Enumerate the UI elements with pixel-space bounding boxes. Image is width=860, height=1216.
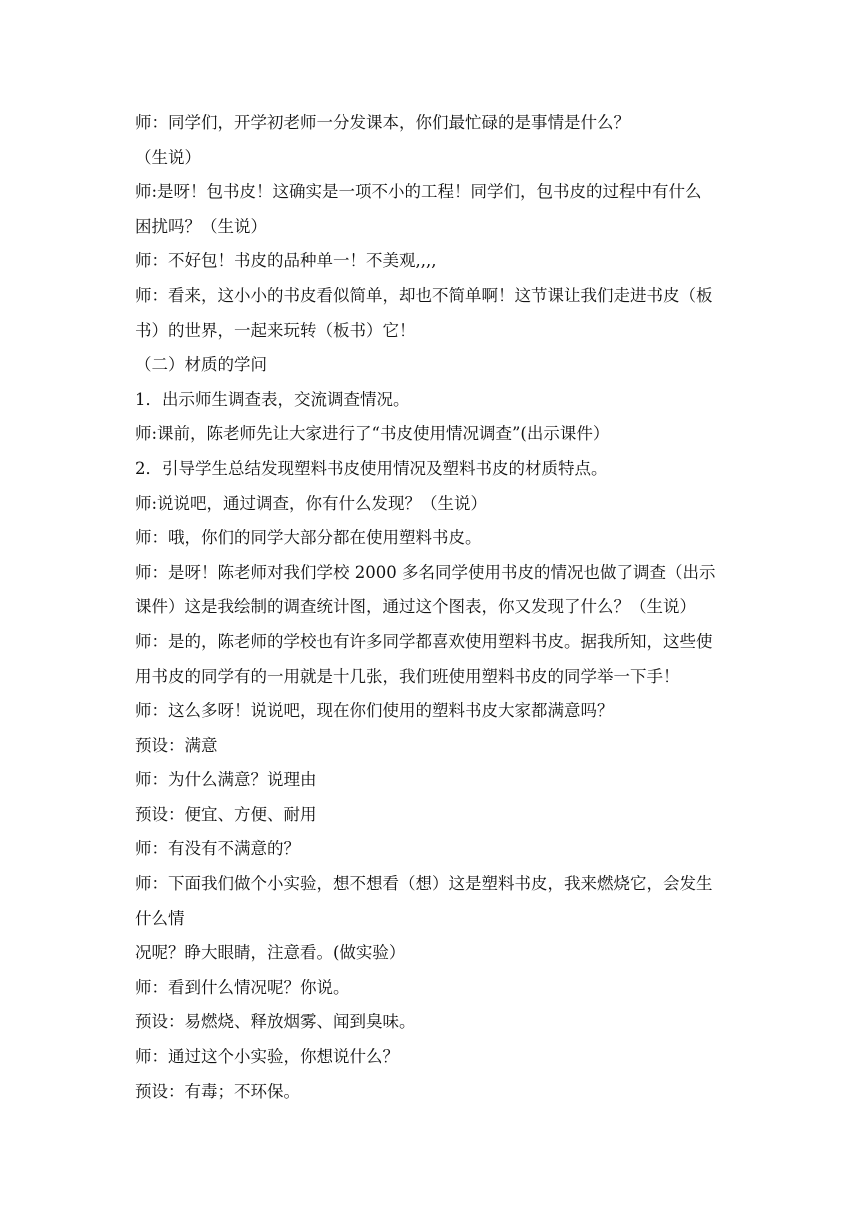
text-line: 1．出示师生调查表，交流调查情况。	[135, 389, 410, 409]
text-line: 师:是呀！包书皮！这确实是一项不小的工程！同学们，包书皮的过程中有什么	[135, 182, 702, 202]
text-line: 什么情	[135, 908, 185, 928]
text-line: 师：是呀！陈老师对我们学校 2000 多名同学使用书皮的情况也做了调查（出示	[135, 562, 716, 582]
text-line: 师：看到什么情况呢？你说。	[135, 977, 350, 997]
text-line: 预设：易燃烧、释放烟雾、闻到臭味。	[135, 1012, 416, 1032]
text-line: 师：有没有不满意的？	[135, 839, 300, 859]
text-line: 况呢？睁大眼睛，注意看。(做实验）	[135, 943, 406, 963]
text-line: 师：不好包！书皮的品种单一！不美观,,,,	[135, 251, 437, 271]
text-line: 困扰吗？（生说）	[135, 216, 267, 236]
text-line: 2．引导学生总结发现塑料书皮使用情况及塑料书皮的材质特点。	[135, 458, 608, 478]
text-line: 师：为什么满意？说理由	[135, 770, 317, 790]
text-line: 书）的世界，一起来玩转（板书）它！	[135, 320, 416, 340]
text-line: （生说）	[135, 147, 201, 167]
text-line: 师:说说吧，通过调查，你有什么发现？（生说）	[135, 493, 488, 513]
text-line: 预设：满意	[135, 735, 218, 755]
section-heading: （二）材质的学问	[135, 355, 267, 375]
text-line: 师：哦，你们的同学大部分都在使用塑料书皮。	[135, 528, 482, 548]
text-line: 师:课前，陈老师先让大家进行了“书皮使用情况调查”(出示课件）	[135, 424, 610, 444]
document-body	[135, 106, 735, 1109]
text-line: 师：看来，这小小的书皮看似简单，却也不简单啊！这节课让我们走进书皮（板	[135, 285, 713, 305]
text-line: 师：下面我们做个小实验，想不想看（想）这是塑料书皮，我来燃烧它，会发生	[135, 874, 713, 894]
text-line: 课件）这是我绘制的调查统计图，通过这个图表，你又发现了什么？（生说）	[135, 597, 696, 617]
text-line: 用书皮的同学有的一用就是十几张，我们班使用塑料书皮的同学举一下手！	[135, 666, 680, 686]
text-line: 师：通过这个小实验，你想说什么？	[135, 1047, 399, 1067]
text-line: 预设：有毒；不环保。	[135, 1081, 300, 1101]
text-line: 师：是的，陈老师的学校也有许多同学都喜欢使用塑料书皮。据我所知，这些使	[135, 631, 713, 651]
text-line: 师：这么多呀！说说吧，现在你们使用的塑料书皮大家都满意吗？	[135, 701, 614, 721]
text-line: 预设：便宜、方便、耐用	[135, 804, 317, 824]
text-line: 师：同学们，开学初老师一分发课本，你们最忙碌的是事情是什么？	[135, 113, 630, 132]
